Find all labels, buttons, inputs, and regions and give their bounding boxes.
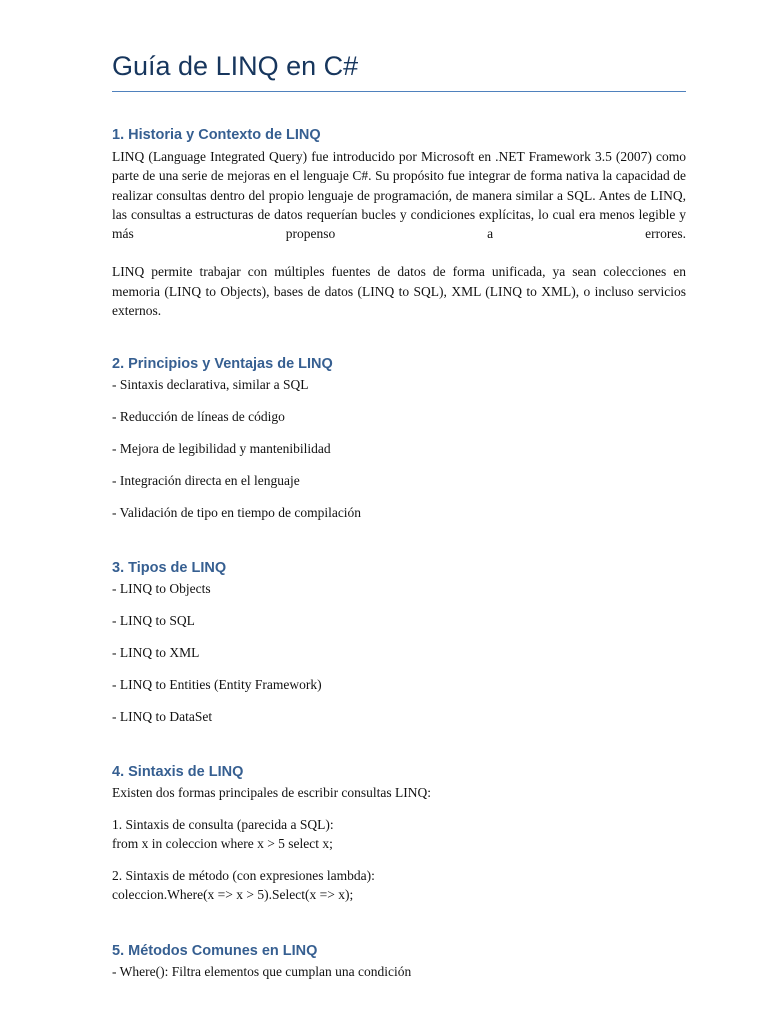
method-syntax-label: 2. Sintaxis de método (con expresiones lambda):	[112, 868, 375, 883]
section-methods	[112, 940, 686, 994]
list-item: - Integración directa en el lenguaje	[112, 473, 300, 488]
query-syntax-label: 1. Sintaxis de consulta (parecida a SQL):	[112, 817, 334, 832]
section-heading: 4. Sintaxis de LINQ	[112, 764, 244, 780]
section-syntax	[112, 761, 686, 904]
spacer	[112, 853, 686, 866]
title-underline	[112, 91, 686, 92]
section-types	[112, 557, 686, 739]
section-heading: 3. Tipos de LINQ	[112, 560, 227, 576]
paragraph: LINQ permite trabajar con múltiples fuentes de datos de forma unificada, ya sean colecciones en memoria (LINQ to Objects), bases de datos (LINQ to SQL), XML (LINQ to XML), o incluso servicios externos.	[112, 264, 686, 319]
section-heading: 2. Principios y Ventajas de LINQ	[112, 356, 333, 372]
list-item: - LINQ to SQL	[112, 613, 195, 628]
list-item: - LINQ to DataSet	[112, 709, 213, 724]
list-item: - Sintaxis declarativa, similar a SQL	[112, 377, 309, 392]
section-heading: 5. Métodos Comunes en LINQ	[112, 943, 318, 959]
section-history	[112, 124, 686, 320]
syntax-intro: Existen dos formas principales de escribir consultas LINQ:	[112, 785, 432, 800]
list-item: - Reducción de líneas de código	[112, 409, 285, 424]
list-item: - Validación de tipo en tiempo de compilación	[112, 505, 362, 520]
section-heading: 1. Historia y Contexto de LINQ	[112, 127, 321, 143]
list-item: - Where(): Filtra elementos que cumplan una condición	[112, 964, 412, 979]
query-syntax-code: from x in coleccion where x > 5 select x;	[112, 836, 333, 851]
method-syntax-code: coleccion.Where(x => x > 5).Select(x => x);	[112, 887, 354, 902]
list-item: - LINQ to Objects	[112, 581, 211, 596]
section-principles	[112, 353, 686, 535]
list-item: - Mejora de legibilidad y mantenibilidad	[112, 441, 331, 456]
document-title: Guía de LINQ en C#	[112, 51, 359, 81]
spacer	[112, 802, 686, 815]
paragraph: LINQ (Language Integrated Query) fue introducido por Microsoft en .NET Framework 3.5 (2007) como parte de una serie de mejoras en el lenguaje C#. Su propósito fue integrar de forma nativa la capacidad de realizar consultas dentro del propio lenguaje de programación, de manera similar a SQL. Antes de LINQ, las consultas a estructuras de datos requerían bucles y condiciones explícitas, lo cual era menos legible y más propenso a errores.	[112, 149, 686, 242]
list-item: - LINQ to Entities (Entity Framework)	[112, 677, 322, 692]
list-item: - LINQ to XML	[112, 645, 200, 660]
